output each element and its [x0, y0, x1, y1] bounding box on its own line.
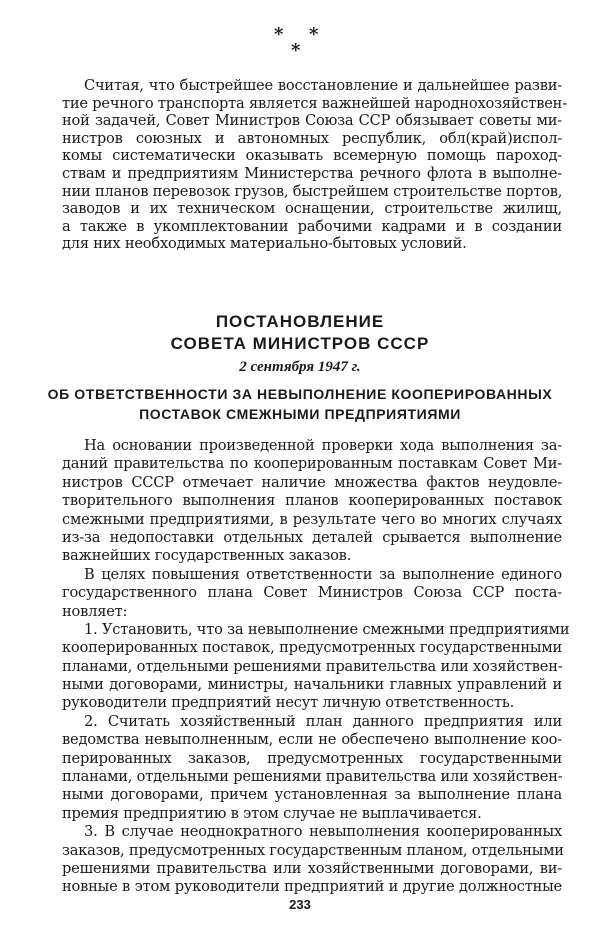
text-line: государственного плана Совет Министров Союза ССР поста-	[62, 584, 562, 602]
title-line-2: СОВЕТА МИНИСТРОВ СССР	[170, 334, 430, 353]
text-line: ными договорами, причем установленная за выполнение плана	[62, 786, 562, 804]
text-line: Считая, что быстрейшее восстановление и дальнейшее разви-	[84, 77, 562, 94]
text-line: перированных заказов, предусмотренных государственными	[62, 749, 562, 767]
text-line: новляет:	[62, 602, 128, 620]
document-title	[0, 311, 600, 355]
text-line: нии планов перевозок грузов, быстрейшем строительстве портов,	[62, 182, 563, 200]
separator-star: *	[274, 24, 284, 45]
document-date: 2 сентября 1947 г.	[239, 359, 361, 375]
text-line: 3. В случае неоднократного невыполнения кооперированных	[84, 823, 562, 841]
text-line: заказов, предусмотренных государственным планом, отдельными	[62, 841, 564, 859]
text-line: 1. Установить, что за невыполнение смежными предприятиями	[84, 620, 570, 638]
text-line: важнейших государственных заказов.	[62, 547, 352, 565]
text-line: На основании произведенной проверки хода выполнения за-	[84, 437, 562, 454]
text-line: ными договорами, министры, начальники главных управлений и	[62, 676, 562, 694]
text-line: даний правительства по кооперированным поставкам Совет Ми-	[62, 455, 562, 473]
body-text	[62, 437, 570, 897]
text-line: смежными предприятиями, в результате чего во многих случаях	[62, 510, 562, 528]
text-line: ной задачей, Совет Министров Союза ССР обязывает советы ми-	[62, 112, 562, 130]
text-line: комы систематически оказывать всемерную помощь пароход-	[62, 147, 562, 165]
heading-line-1: ОБ ОТВЕТСТВЕННОСТИ ЗА НЕВЫПОЛНЕНИЕ КООПЕРИРОВАННЫХ	[47, 386, 553, 402]
text-line: ствам и предприятиям Министерства речного флота в выполне-	[62, 164, 562, 182]
text-line: планами, отдельными решениями правительства или хозяйствен-	[62, 657, 563, 675]
text-line: тие речного транспорта является важнейшей народнохозяйствен-	[62, 94, 567, 112]
page-number: 233	[289, 897, 311, 912]
text-line: решениями правительства или хозяйственными договорами, ви-	[62, 859, 562, 877]
text-line: кооперированных поставок, предусмотренных государственными	[62, 639, 562, 657]
separator-star: *	[291, 40, 301, 61]
intro-paragraph	[62, 77, 567, 253]
text-line: творительного выполнения планов кооперированных поставок	[62, 492, 562, 510]
text-line: В целях повышения ответственности за выполнение единого	[84, 565, 562, 583]
heading-line-2: ПОСТАВОК СМЕЖНЫМИ ПРЕДПРИЯТИЯМИ	[139, 406, 461, 422]
text-line: для них необходимых материально-бытовых условий.	[62, 235, 467, 253]
text-line: новные в этом руководители предприятий и другие должностные	[62, 878, 562, 896]
text-line: нистров союзных и автономных республик, обл(край)испол-	[62, 129, 562, 147]
text-line: ведомства невыполненным, если не обеспечено выполнение коо-	[62, 731, 562, 749]
text-line: из-за недопоставки отдельных деталей срывается выполнение	[62, 528, 562, 546]
text-line: планами, отдельными решениями правительства или хозяйствен-	[62, 768, 563, 786]
separator-star: *	[309, 24, 319, 45]
document-heading	[0, 384, 600, 424]
text-line: премия предприятию в этом случае не выплачивается.	[62, 804, 482, 822]
text-line: руководители предприятий несут личную ответственность.	[62, 694, 515, 712]
title-line-1: ПОСТАНОВЛЕНИЕ	[215, 312, 385, 331]
text-line: а также в укомплектовании рабочими кадрами и в создании	[62, 217, 562, 235]
text-line: заводов и их техническом оснащении, строительстве жилищ,	[62, 200, 562, 218]
text-line: нистров СССР отмечает наличие множества фактов неудовле-	[62, 473, 562, 491]
text-line: 2. Считать хозяйственный план данного предприятия или	[84, 712, 562, 730]
